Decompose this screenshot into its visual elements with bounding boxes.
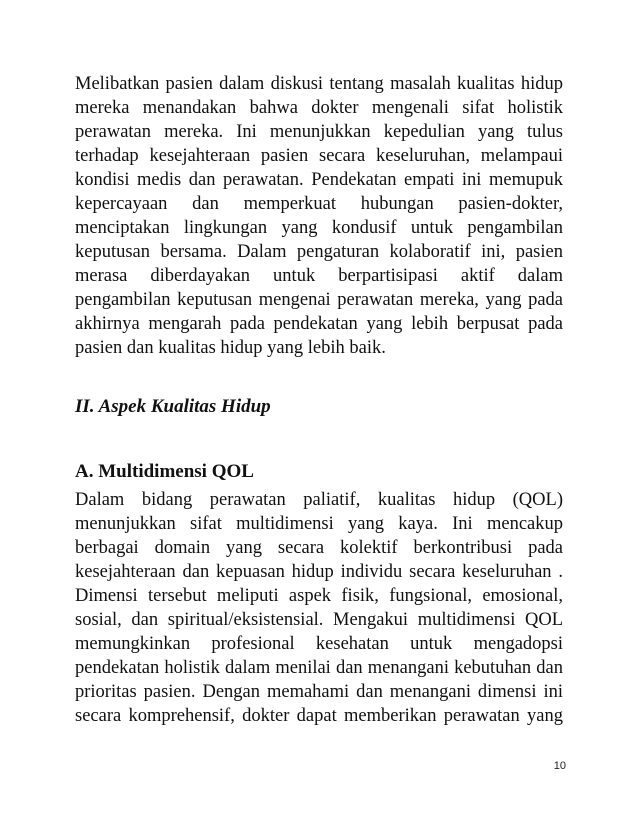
text-line: sosial, dan spiritual/eksistensial. Mengakui multidimensi QOL [75, 610, 563, 630]
text-line: pasien dan kualitas hidup yang lebih baik. [75, 338, 386, 358]
text-line: menunjukkan sifat multidimensi yang kaya. Ini mencakup [75, 514, 563, 534]
text-line: terhadap kesejahteraan pasien secara keseluruhan, melampaui [75, 146, 563, 166]
text-line: pengambilan keputusan mengenai perawatan mereka, yang pada [75, 290, 563, 310]
text-line: kesejahteraan dan kepuasan hidup individu secara keseluruhan . [75, 562, 563, 582]
paragraph-quality-of-life-discussion [75, 72, 563, 360]
text-line: kondisi medis dan perawatan. Pendekatan empati ini memupuk [75, 170, 563, 190]
text-line: mereka menandakan bahwa dokter mengenali sifat holistik [75, 98, 563, 118]
text-line: Dalam bidang perawatan paliatif, kualitas hidup (QOL) [75, 490, 563, 510]
subsection-heading: A. Multidimensi QOL [75, 461, 254, 482]
text-line: prioritas pasien. Dengan memahami dan menangani dimensi ini [75, 682, 563, 702]
section-heading: II. Aspek Kualitas Hidup [75, 396, 271, 417]
paragraph-multidimensional-qol [75, 488, 563, 728]
text-line: memungkinkan profesional kesehatan untuk mengadopsi [75, 634, 563, 654]
text-line: pendekatan holistik dalam menilai dan menangani kebutuhan dan [75, 658, 563, 678]
text-line: menciptakan lingkungan yang kondusif untuk pengambilan [75, 218, 563, 238]
page-number: 10 [553, 760, 566, 772]
text-line: berbagai domain yang secara kolektif berkontribusi pada [75, 538, 563, 558]
text-line: secara komprehensif, dokter dapat memberikan perawatan yang [75, 706, 563, 726]
text-line: Melibatkan pasien dalam diskusi tentang masalah kualitas hidup [75, 74, 563, 94]
text-line: keputusan bersama. Dalam pengaturan kolaboratif ini, pasien [75, 242, 563, 262]
text-line: perawatan mereka. Ini menunjukkan kepedulian yang tulus [75, 122, 563, 142]
text-line: akhirnya mengarah pada pendekatan yang lebih berpusat pada [75, 314, 563, 334]
text-line: Dimensi tersebut meliputi aspek fisik, fungsional, emosional, [75, 586, 563, 606]
text-line: merasa diberdayakan untuk berpartisipasi aktif dalam [75, 266, 563, 286]
text-line: kepercayaan dan memperkuat hubungan pasien-dokter, [75, 194, 563, 214]
